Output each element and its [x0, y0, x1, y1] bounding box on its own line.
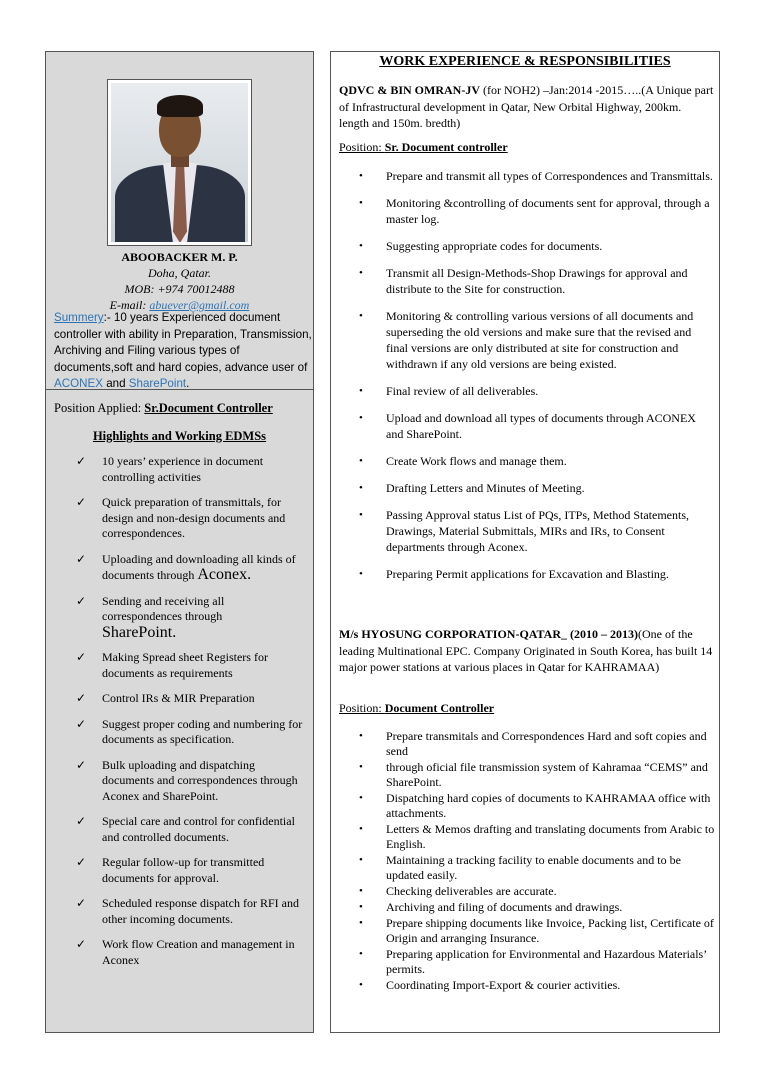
work-experience-section	[330, 51, 720, 1033]
duty-item: • Upload and download all types of documents through ACONEX and SharePoint.	[359, 411, 696, 441]
checkmark-icon: ✓	[76, 757, 87, 772]
bullet-icon: •	[359, 240, 363, 252]
summary: Summery:- 10 years Experienced document controller with ability in Preparation, Transmission, Archiving and Filing various types of documents,soft and hard copies, advance user of ACONEX and SharePoint.	[54, 311, 312, 390]
checkmark-icon: ✓	[76, 495, 87, 509]
checkmark-icon: ✓	[76, 691, 87, 705]
bullet-icon: •	[359, 917, 363, 929]
duty-item: • Archiving and filing of documents and drawings.	[359, 900, 623, 914]
bullet-icon: •	[359, 509, 363, 521]
contact-block	[46, 249, 313, 313]
duty-item: • Prepare and transmit all types of Correspondences and Transmittals.	[359, 169, 713, 183]
duty-item: • Drafting Letters and Minutes of Meeting.	[359, 481, 585, 495]
highlight-item: ✓ Bulk uploading and dispatching documents and correspondences through Aconex and SharePoint.	[76, 757, 298, 803]
bullet-icon: •	[359, 761, 363, 773]
candidate-name: ABOOBACKER M. P.	[121, 250, 238, 264]
job2-position: Position: Document Controller	[339, 701, 495, 715]
highlight-item: ✓ Regular follow-up for transmitted documents for approval.	[76, 855, 265, 885]
divider	[46, 389, 313, 390]
highlights-title: Highlights and Working EDMSs	[92, 429, 267, 443]
checkmark-icon: ✓	[76, 814, 87, 828]
checkmark-icon: ✓	[76, 650, 87, 664]
bullet-icon: •	[359, 197, 363, 209]
checkmark-icon: ✓	[76, 454, 87, 468]
checkmark-icon: ✓	[76, 593, 87, 608]
section-title: WORK EXPERIENCE & RESPONSIBILITIES	[379, 54, 671, 69]
duty-item: • Monitoring &controlling of documents sent for approval, through a master log.	[359, 196, 710, 226]
duty-item: • Prepare transmitals and Correspondences Hard and soft copies and send	[359, 729, 707, 758]
duty-item: • Coordinating Import-Export & courier activities.	[359, 978, 621, 992]
duty-item: • Checking deliverables are accurate.	[359, 884, 557, 898]
duty-item: • Monitoring & controlling various versions of all documents and superseding the old versions and make sure that the revised and final versions are only distributed at site for construction and withdrawn if any old versions are being existed.	[359, 309, 694, 371]
job1-header: QDVC & BIN OMRAN-JV (for NOH2) –Jan:2014 -2015…..(A Unique part of Infrastructural development in Qatar, New Orbital Highway, 200km. length and 150m. bredth)	[339, 83, 714, 130]
duty-item: • through oficial file transmission system of Kahramaa “CEMS” and SharePoint.	[359, 760, 708, 789]
bullet-icon: •	[359, 792, 363, 804]
highlight-item: ✓ Uploading and downloading all kinds of documents through Aconex.	[76, 551, 296, 583]
checkmark-icon: ✓	[76, 937, 87, 951]
position-applied: Position Applied: Sr.Document Controller	[54, 401, 273, 415]
duty-item: • Transmit all Design-Methods-Shop Drawings for approval and distribute to the Site for construction.	[359, 266, 688, 296]
highlight-item: ✓ Special care and control for confidential and controlled documents.	[76, 814, 295, 844]
bullet-icon: •	[359, 730, 363, 742]
highlight-item: ✓ Suggest proper coding and numbering for documents as specification.	[76, 716, 303, 746]
bullet-icon: •	[359, 948, 363, 960]
duty-item: • Dispatching hard copies of documents to KAHRAMAA office with attachments.	[359, 791, 711, 820]
highlight-item: ✓ Quick preparation of transmittals, for design and non-design documents and correspondences.	[76, 495, 286, 540]
job1-duties	[359, 168, 715, 593]
email-line: E-mail: abuever@gmail.com	[109, 298, 250, 312]
job2-header: M/s HYOSUNG CORPORATION-QATAR_ (2010 – 2013)(One of the leading Multinational EPC. Company Originated in South Korea, has built 14 major power stations at various places in Qatar for KAHRAMAA)	[339, 627, 713, 674]
highlights-list	[76, 454, 306, 978]
duty-item: • Preparing Permit applications for Excavation and Blasting.	[359, 567, 669, 581]
location: Doha, Qatar.	[147, 266, 211, 280]
job1-position: Position: Sr. Document controller	[339, 140, 508, 154]
bullet-icon: •	[359, 455, 363, 467]
bullet-icon: •	[359, 823, 363, 835]
bullet-icon: •	[359, 310, 363, 322]
duty-item: • Letters & Memos drafting and translating documents from Arabic to English.	[359, 822, 715, 851]
highlight-item: ✓ Scheduled response dispatch for RFI and other incoming documents.	[76, 896, 299, 926]
highlight-item: ✓ Control IRs & MIR Preparation	[76, 691, 255, 705]
highlight-item: ✓ Work flow Creation and management in Aconex	[76, 937, 295, 967]
checkmark-icon: ✓	[76, 896, 87, 910]
duty-item: • Prepare shipping documents like Invoice, Packing list, Certificate of Origin and arranging Insurance.	[359, 916, 714, 945]
summary-label: Summery	[54, 311, 104, 324]
bullet-icon: •	[359, 979, 363, 991]
duty-item: • Create Work flows and manage them.	[359, 454, 567, 468]
highlight-item: ✓ Making Spread sheet Registers for documents as requirements	[76, 650, 268, 680]
duty-item: • Maintaining a tracking facility to enable documents and to be updated easily.	[359, 853, 681, 882]
checkmark-icon: ✓	[76, 551, 87, 566]
bullet-icon: •	[359, 267, 363, 279]
email-link[interactable]: abuever@gmail.com	[149, 298, 250, 312]
duty-item: • Suggesting appropriate codes for documents.	[359, 239, 603, 253]
mobile-number: MOB: +974 70012488	[124, 282, 235, 296]
duty-item: • Preparing application for Environmental and Hazardous Materials’ permits.	[359, 947, 707, 976]
bullet-icon: •	[359, 885, 363, 897]
bullet-icon: •	[359, 854, 363, 866]
bullet-icon: •	[359, 385, 363, 397]
checkmark-icon: ✓	[76, 716, 87, 731]
duty-item: • Final review of all deliverables.	[359, 384, 539, 398]
profile-photo	[107, 79, 252, 246]
bullet-icon: •	[359, 412, 363, 424]
duty-item: • Passing Approval status List of PQs, ITPs, Method Statements, Drawings, Material Submittals, MIRs and IRs, to Consent departments through Aconex.	[359, 508, 689, 554]
bullet-icon: •	[359, 170, 363, 182]
checkmark-icon: ✓	[76, 855, 87, 869]
job2-duties	[359, 729, 715, 994]
left-sidebar	[45, 51, 314, 1033]
bullet-icon: •	[359, 482, 363, 494]
bullet-icon: •	[359, 568, 363, 580]
bullet-icon: •	[359, 901, 363, 913]
highlight-item: ✓ Sending and receiving all correspondences through SharePoint.	[76, 593, 225, 641]
highlight-item: ✓ 10 years’ experience in document controlling activities	[76, 454, 264, 484]
